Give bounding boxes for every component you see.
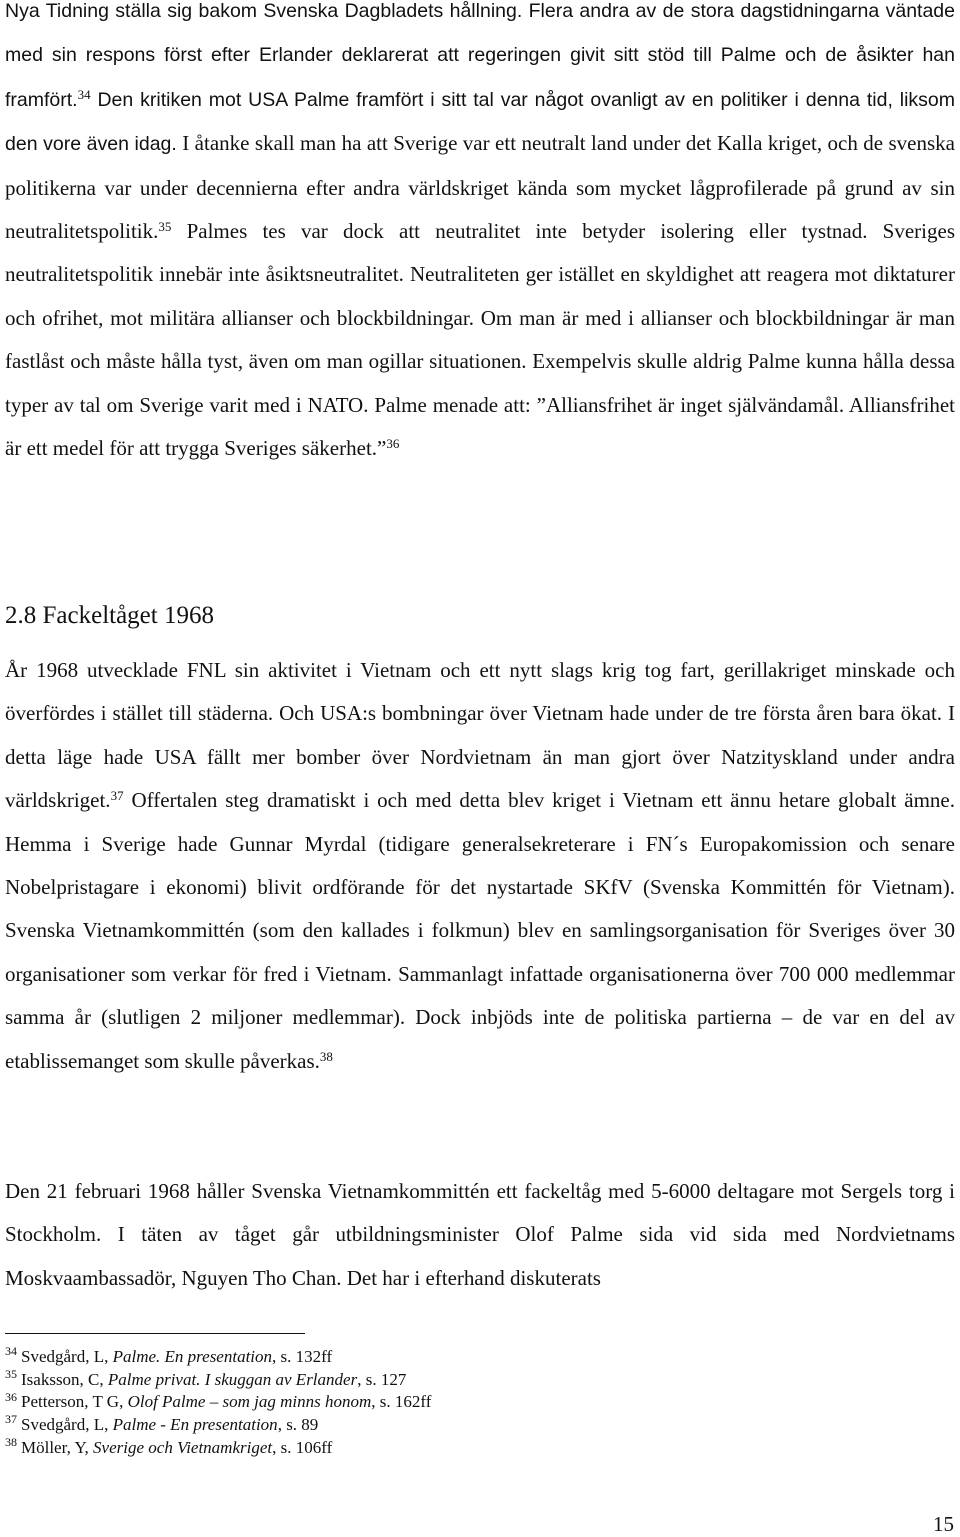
footnote-divider <box>5 1333 305 1334</box>
footnote-author: Svedgård, L, <box>21 1347 113 1366</box>
footnote-list <box>5 1346 431 1460</box>
footnote-title: Sverige och Vietnamkriget <box>93 1437 273 1457</box>
page-number: 15 <box>933 1512 954 1536</box>
footnote-item <box>5 1369 431 1392</box>
footnote-author: Isaksson, C, <box>21 1369 108 1389</box>
footnote-page: , s. 132ff <box>272 1347 333 1366</box>
footnote-page: , s. 127 <box>357 1369 407 1389</box>
section-heading: 2.8 Fackeltåget 1968 <box>5 602 214 629</box>
paragraph-fackeltaget <box>5 649 955 1083</box>
footnote-ref-37[interactable]: 37 <box>110 788 124 804</box>
footnote-item <box>5 1346 431 1369</box>
footnote-page: , s. 106ff <box>272 1437 333 1457</box>
paragraph-neutrality <box>5 0 955 470</box>
paragraph-text: Nya Tidning ställa sig bakom Svenska Dagbladets hållning. Flera andra av de stora dagstidningarna väntade med sin respons först efter Erlander deklarerat att regeringen givit sitt stöd till Palme och de åsikter han framfört. <box>5 0 955 111</box>
footnote-item <box>5 1414 431 1437</box>
footnote-number: 37 <box>5 1412 17 1427</box>
paragraph-text: Den 21 februari 1968 håller Svenska Vietnamkommittén ett fackeltåg med 5-6000 deltagare mot Sergels torg i Stockholm. I täten av tåget går utbildningsminister Olof Palme sida vid sida med Nordvietnams Moskvaambassadör, Nguyen Tho Chan. Det har i efterhand diskuterats <box>5 1179 955 1290</box>
footnote-title: Palme. En presentation <box>112 1347 273 1366</box>
footnote-ref-36[interactable]: 36 <box>386 436 400 452</box>
footnote-number: 36 <box>5 1389 17 1404</box>
footnote-title: Palme - En presentation <box>112 1415 278 1435</box>
paragraph-text: Offertalen steg dramatiskt i och med detta blev kriget i Vietnam ett ännu hetare globalt ämne. Hemma i Sverige hade Gunnar Myrdal (tidigare generalsekreterare i FN´s Europakomission och senare Nobelpristagare i ekonomi) blivit ordförande för det nystartade SKfV (Svenska Kommittén för Vietnam). Svenska Vietnamkommittén (som den kallades i folkmun) blev en samlingsorganisation för Sveriges över 30 organisationer som verkar för fred i Vietnam. Sammanlagt infattade organisationerna över 700 000 medlemmar samma år (slutligen 2 miljoner medlemmar). Dock inbjöds inte de politiska partierna – de var en del av etablissemanget som skulle påverkas. <box>5 788 955 1073</box>
footnote-title: Olof Palme – som jag minns honom <box>127 1392 372 1412</box>
paragraph-text: I åtanke skall man ha att Sverige var ett neutralt land under det Kalla kriget, och de svenska politikerna var under decennierna efter andra världskriget kända som mycket lågprofilerade på grund av sin neutralitetspolitik. <box>5 131 955 244</box>
footnote-number: 35 <box>5 1367 17 1382</box>
footnote-ref-38[interactable]: 38 <box>319 1048 333 1064</box>
footnote-page: , s. 162ff <box>371 1392 432 1412</box>
footnote-ref-34[interactable]: 34 <box>77 86 91 102</box>
footnote-number: 34 <box>5 1344 17 1359</box>
paragraph-text: År 1968 utvecklade FNL sin aktivitet i Vietnam och ett nytt slags krig tog fart, gerillakriget minskade och överfördes i stället till städerna. Och USA:s bombningar över Vietnam hade under de tre första åren bara ökat. I detta läge hade USA fällt mer bomber över Nordvietnam än man gjort över Natzityskland under andra världskriget. <box>5 658 955 813</box>
footnote-number: 38 <box>5 1435 17 1450</box>
footnote-title: Palme privat. I skuggan av Erlander <box>107 1369 358 1389</box>
paragraph-text: Palmes tes var dock att neutralitet inte betyder isolering eller tystnad. Sveriges neutralitetspolitik innebär inte åsiktsneutralitet. Neutraliteten ger istället en skyldighet att reagera mot diktaturer och ofrihet, mot militära allianser och blockbildningar. Om man är med i allianser och blockbildningar är man fastlåst och måste hålla tyst, även om man ogillar situationen. Exempelvis skulle aldrig Palme kunna hålla dessa typer av tal om Sverige varit med i NATO. Palme menade att: ”Alliansfrihet är inget självändamål. Alliansfrihet är ett medel för att trygga Sveriges säkerhet.” <box>5 219 955 461</box>
footnote-author: Svedgård, L, <box>21 1415 113 1435</box>
footnote-author: Petterson, T G, <box>21 1392 128 1412</box>
footnote-author: Möller, Y, <box>21 1437 94 1457</box>
footnote-page: , s. 89 <box>277 1415 319 1435</box>
footnote-ref-35[interactable]: 35 <box>158 219 172 235</box>
paragraph-text: Den kritiken mot USA Palme framfört i sitt tal var något ovanligt av en politiker i denna tid, liksom den vore även idag. <box>5 88 955 156</box>
footnote-item <box>5 1437 431 1460</box>
footnote-item <box>5 1391 431 1414</box>
paragraph-february <box>5 1170 955 1300</box>
